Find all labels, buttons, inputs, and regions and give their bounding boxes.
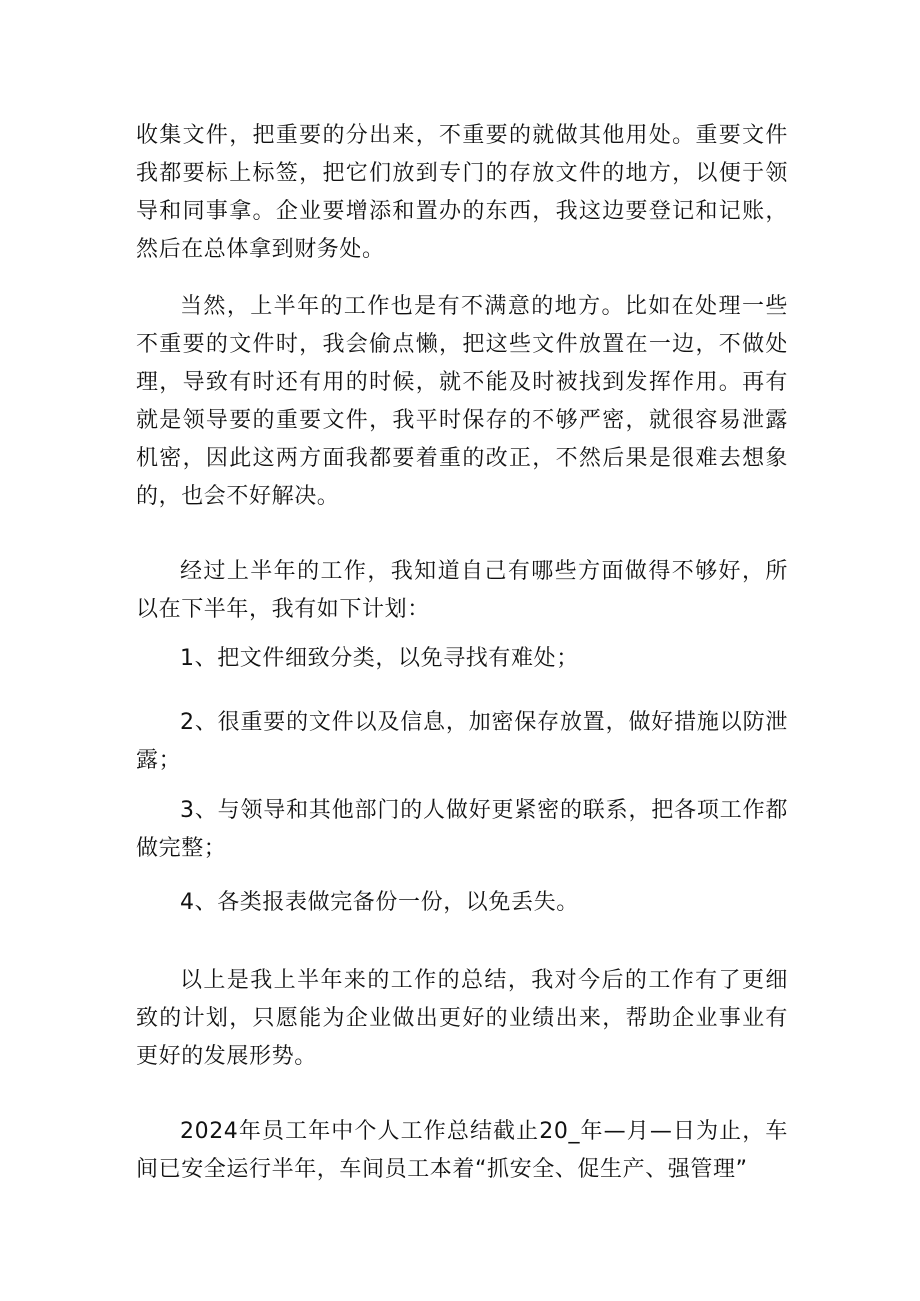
list-item: 2、很重要的文件以及信息，加密保存放置，做好措施以防泄露； (136, 710, 788, 773)
paragraph-next-section (136, 1113, 788, 1189)
paragraph-text: 当然，上半年的工作也是有不满意的地方。比如在处理一些不重要的文件时，我会偷点懒，把这些文件放置在一边，不做处理，导致有时还有用的时候，就不能及时被找到发挥作用。再有就是领导要的重要文件，我平时保存的不够严密，就很容易泄露机密，因此这两方面我都要着重的改正，不然后果是很难去想象的，也会不好解决。 (136, 294, 788, 509)
paragraph-plan-intro (136, 553, 788, 629)
list-item: 4、各类报表做完备份一份，以免丢失。 (180, 890, 579, 915)
list-item: 3、与领导和其他部门的人做好更紧密的联系，把各项工作都做完整； (136, 798, 788, 861)
paragraph-text: 以上是我上半年来的工作的总结，我对今后的工作有了更细致的计划，只愿能为企业做出更好的业绩出来，帮助企业事业有更好的发展形势。 (136, 968, 788, 1069)
paragraph-dissatisfaction (136, 288, 788, 516)
list-item: 1、把文件细致分类，以免寻找有难处； (180, 646, 579, 671)
paragraph-closing (136, 962, 788, 1076)
plan-item-4 (136, 884, 788, 922)
paragraph-text: 2024年员工年中个人工作总结截止20_年—月—日为止，车间已安全运行半年，车间员工本着“抓安全、促生产、强管理” (136, 1119, 788, 1182)
paragraph-file-collection (136, 117, 788, 269)
plan-item-1 (136, 640, 788, 678)
plan-item-3 (136, 792, 788, 868)
paragraph-text: 经过上半年的工作，我知道自己有哪些方面做得不够好，所以在下半年，我有如下计划： (136, 559, 788, 622)
plan-item-2 (136, 704, 788, 780)
paragraph-text: 收集文件，把重要的分出来，不重要的就做其他用处。重要文件我都要标上标签，把它们放到专门的存放文件的地方，以便于领导和同事拿。企业要增添和置办的东西，我这边要登记和记账，然后在总体拿到财务处。 (136, 123, 788, 262)
